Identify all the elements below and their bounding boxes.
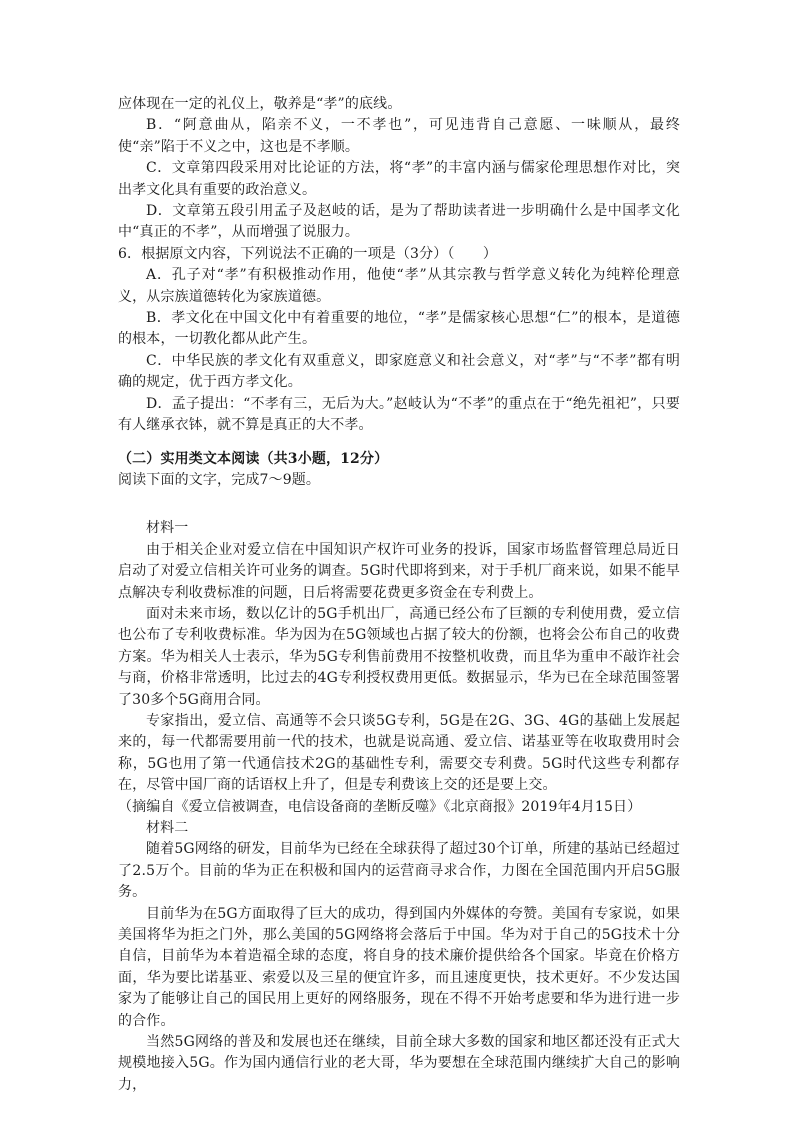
material-1-paragraph: 专家指出，爱立信、高通等不会只谈5G专利，5G是在2G、3G、4G的基础上发展起来的，每一代都需要用前一代的技术，也就是说高通、爱立信、诺基亚等在收取费用时会称，5G也用了第一代通信技术2G的基础性专利，需要交专利费。5G时代这些专利都存在，尽管中国厂商的话语权上升了，但是专利费该上交的还是要上交。 (118, 712, 680, 794)
q5-option-c: C．文章第四段采用对比论证的方法，将“孝”的丰富内涵与儒家伦理思想作对比，突出孝文化具有重要的政治意义。 (118, 160, 680, 198)
spacer (118, 491, 680, 518)
material-1-source: （摘编自《爱立信被调查，电信设备商的垄断反噬》《北京商报》2019年4月15日） (118, 798, 642, 815)
q6-option-a: A．孔子对“孝”有积极推动作用，他使“孝”从其宗教与哲学意义转化为纯粹伦理意义，从宗族道德转化为家族道德。 (118, 267, 680, 305)
material-2-title: 材料二 (146, 820, 189, 836)
q6-stem: 6．根据原文内容，下列说法不正确的一项是（3分）（ ） (118, 245, 498, 262)
section-2-title: （二）实用类文本阅读（共3小题，12分） (118, 450, 389, 467)
q5-option-d: D．文章第五段引用孟子及赵岐的话，是为了帮助读者进一步明确什么是中国孝文化中“真正的不孝”，从而增强了说服力。 (118, 203, 680, 241)
material-2-paragraph: 目前华为在5G方面取得了巨大的成功，得到国内外媒体的夸赞。美国有专家说，如果美国将华为拒之门外，那么美国的5G网络将会落后于中国。华为对于自己的5G技术十分自信，目前华为本着造福全球的态度，将自身的技术廉价提供给各个国家。毕竟在价格方面，华为要比诺基亚、索爱以及三星的便宜许多，而且速度更快，技术更好。不少发达国家为了能够让自己的国民用上更好的网络服务，现在不得不开始考虑要和华为进行进一步的合作。 (118, 905, 680, 1029)
spacer (118, 437, 680, 449)
material-2-paragraph: 当然5G网络的普及和发展也还在继续，目前全球大多数的国家和地区都还没有正式大规模地接入5G。作为国内通信行业的老大哥，华为要想在全球范围内继续扩大自己的影响力， (118, 1034, 680, 1093)
q6-option-c: C．中华民族的孝文化有双重意义，即家庭意义和社会意义，对“孝”与“不孝”都有明确的规定，优于西方孝文化。 (118, 352, 680, 391)
material-2-paragraph: 随着5G网络的研发，目前华为已经在全球获得了超过30个订单，所建的基站已经超过了2.5万个。目前的华为正在积极和国内的运营商寻求合作，力图在全国范围内开启5G服务。 (118, 841, 680, 901)
document-body (118, 94, 680, 1096)
material-1-paragraph: 由于相关企业对爱立信在中国知识产权许可业务的投诉，国家市场监督管理总局近日启动了对爱立信相关许可业务的调查。5G时代即将到来，对于手机厂商来说，如果不能早点解决专利收费标准的问题，日后将需要花费更多资金在专利费上。 (118, 541, 680, 601)
material-1-paragraph: 面对未来市场，数以亿计的5G手机出厂，高通已经公布了巨额的专利使用费，爱立信也公布了专利收费标准。华为因为在5G领域也占据了较大的份额，也将会公布自己的收费方案。华为相关人士表示，华为5G专利售前费用不按整机收费，而且华为重申不敲诈社会与商，价格非常透明，比过去的4G专利授权费用更低。数据显示，华为已在全球范围签署了30多个5G商用合同。 (118, 605, 680, 708)
section-2-instruction: 阅读下面的文字，完成7～9题。 (118, 471, 321, 488)
q6-option-d: D．孟子提出：“不孝有三，无后为大。”赵岐认为“不孝”的重点在于“绝先祖祀”，只要有人继承衣钵，就不算是真正的大不孝。 (118, 395, 680, 434)
q6-option-b: B．孝文化在中国文化中有着重要的地位，“孝”是儒家核心思想“仁”的根本，是道德的根本，一切教化都从此产生。 (118, 310, 680, 348)
q5-option-b: B．“阿意曲从，陷亲不义，一不孝也”，可见违背自己意愿、一味顺从，最终使“亲”陷于不义之中，这也是不孝顺。 (118, 117, 680, 155)
material-1-title: 材料一 (146, 520, 189, 537)
q5-option-a-continuation: 应体现在一定的礼仪上，敬养是“孝”的底线。 (118, 96, 402, 112)
